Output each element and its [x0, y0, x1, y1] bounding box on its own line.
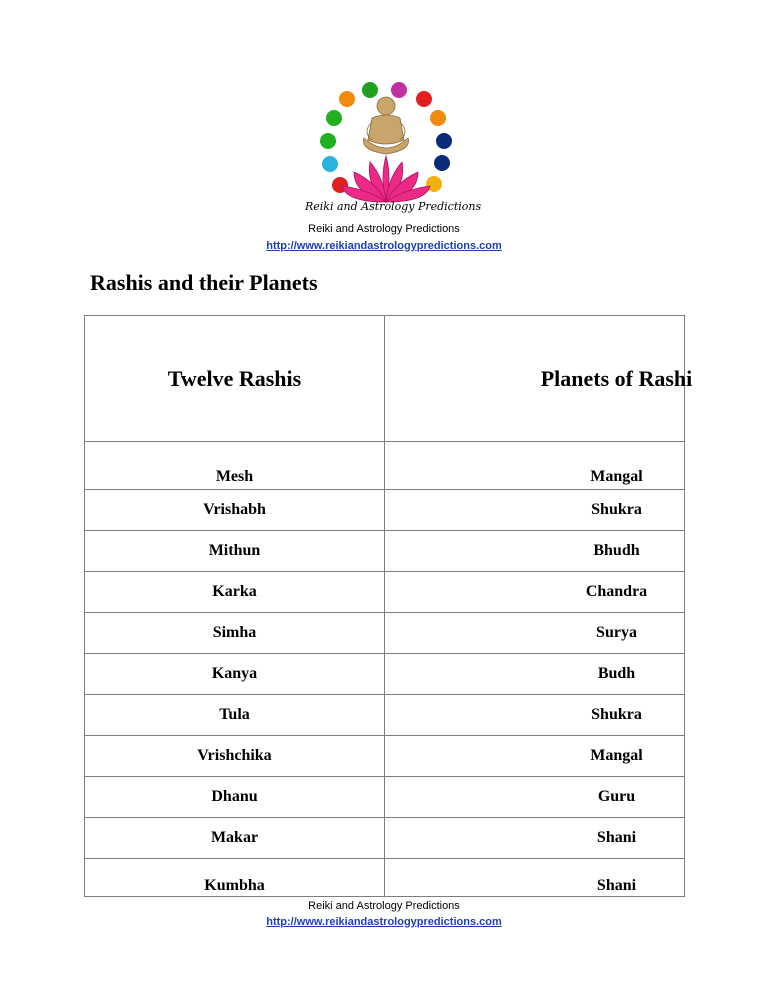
- table-row: [85, 654, 685, 695]
- footer-site-url-link[interactable]: http://www.reikiandastrologypredictions.com: [266, 916, 502, 928]
- planet-cell: Mangal: [385, 442, 685, 490]
- planet-cell: Shani: [385, 818, 685, 859]
- planet-cell: Mangal: [385, 736, 685, 777]
- planet-cell: Shani: [385, 859, 685, 897]
- planet-cell: Surya: [385, 613, 685, 654]
- footer-site-name: Reiki and Astrology Predictions: [308, 900, 460, 912]
- table-row: [85, 695, 685, 736]
- rashi-cell: Mesh: [85, 442, 385, 490]
- rashi-cell: Vrishabh: [85, 490, 385, 531]
- planet-cell: Shukra: [385, 490, 685, 531]
- planet-cell: Shukra: [385, 695, 685, 736]
- table-row: [85, 572, 685, 613]
- chakra-dot: [436, 133, 452, 149]
- chakra-dot: [434, 155, 450, 171]
- meditating-figure: [363, 97, 408, 154]
- rashi-cell: Dhanu: [85, 777, 385, 818]
- rashi-cell: Kumbha: [85, 859, 385, 897]
- planet-cell: Bhudh: [385, 531, 685, 572]
- rashi-planet-table: [84, 315, 693, 897]
- logo-caption: Reiki and Astrology Predictions: [305, 200, 482, 213]
- logo-reiki-chakra: [300, 78, 472, 218]
- chakra-dot: [326, 110, 342, 126]
- table-row: [85, 818, 685, 859]
- rashi-cell: Tula: [85, 695, 385, 736]
- column-header-rashis: Twelve Rashis: [85, 316, 385, 442]
- header-site-info: [0, 222, 768, 253]
- page-title: Rashis and their Planets: [90, 270, 318, 295]
- planet-cell: Chandra: [385, 572, 685, 613]
- chakra-dot: [339, 91, 355, 107]
- footer-site-info: [0, 899, 768, 929]
- table-row: [85, 777, 685, 818]
- chakra-dot: [430, 110, 446, 126]
- column-header-planets: Planets of Rashi: [385, 316, 685, 442]
- rashi-cell: Simha: [85, 613, 385, 654]
- chakra-dot: [320, 133, 336, 149]
- header-site-name: Reiki and Astrology Predictions: [308, 223, 460, 235]
- rashi-cell: Kanya: [85, 654, 385, 695]
- planet-cell: Guru: [385, 777, 685, 818]
- table-row: [85, 531, 685, 572]
- rashi-cell: Makar: [85, 818, 385, 859]
- table-row: [85, 736, 685, 777]
- chakra-dot: [362, 82, 378, 98]
- table-row: [85, 442, 685, 490]
- header-site-url-link[interactable]: http://www.reikiandastrologypredictions.com: [266, 240, 502, 252]
- rashi-cell: Karka: [85, 572, 385, 613]
- chakra-dot: [391, 82, 407, 98]
- table-row: [85, 613, 685, 654]
- table-header-row: [85, 316, 685, 442]
- table-row: [85, 859, 685, 897]
- rashi-cell: Mithun: [85, 531, 385, 572]
- lotus-flower: [342, 156, 430, 202]
- chakra-dot: [322, 156, 338, 172]
- planet-cell: Budh: [385, 654, 685, 695]
- chakra-dot: [416, 91, 432, 107]
- rashi-cell: Vrishchika: [85, 736, 385, 777]
- table-row: [85, 490, 685, 531]
